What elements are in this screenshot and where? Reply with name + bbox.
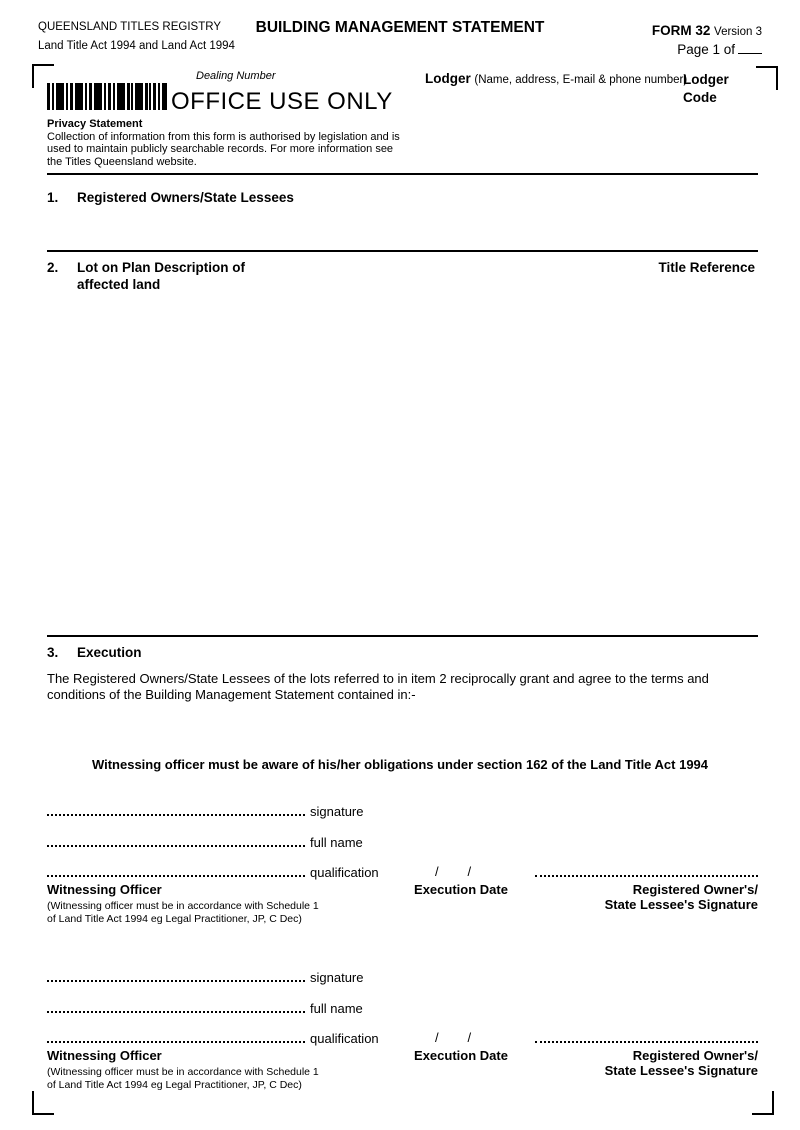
full-name-row xyxy=(47,1000,363,1016)
privacy-statement-text: Collection of information from this form is authorised by legislation and is used to maintain publicly searchable records. For more information see the Titles Queensland website. xyxy=(47,131,400,168)
page-label: Page 1 of xyxy=(677,42,735,57)
signature-row xyxy=(47,803,363,819)
owner-signature-label-line2: State Lessee's Signature xyxy=(604,1063,758,1078)
office-use-only-stamp: OFFICE USE ONLY xyxy=(171,88,393,115)
form-number-line xyxy=(652,23,762,38)
owner-signature-dotted-line xyxy=(535,864,758,877)
full-name-dotted-line xyxy=(47,1000,305,1013)
execution-date-label: Execution Date xyxy=(414,882,508,897)
section-3-heading: Execution xyxy=(77,645,142,660)
lodger-code-label: Lodger Code xyxy=(683,72,729,105)
qualification-label: qualification xyxy=(310,1031,379,1046)
form-version: Version 3 xyxy=(714,26,762,38)
lodger-hint: (Name, address, E-mail & phone number) xyxy=(474,74,688,86)
witnessing-officer-note-line2: of Land Title Act 1994 eg Legal Practitioner, JP, C Dec) xyxy=(47,1079,302,1091)
section-2-heading-line2: affected land xyxy=(77,277,161,292)
section-2-number: 2. xyxy=(47,260,59,275)
full-name-label: full name xyxy=(310,835,363,850)
owners-blank-area xyxy=(47,210,758,245)
qualification-dotted-line xyxy=(47,1030,305,1043)
acts-line: Land Title Act 1994 and Land Act 1994 xyxy=(38,40,235,52)
registry-name: QUEENSLAND TITLES REGISTRY xyxy=(38,21,221,33)
signature-label: signature xyxy=(310,970,364,985)
full-name-dotted-line xyxy=(47,834,305,847)
qualification-row xyxy=(47,864,379,880)
witnessing-officer-note-line2: of Land Title Act 1994 eg Legal Practitioner, JP, C Dec) xyxy=(47,913,302,925)
section-1-number: 1. xyxy=(47,190,59,205)
execution-date-slashes: / / xyxy=(435,1030,472,1045)
section-2-heading-line1: Lot on Plan Description of xyxy=(77,260,245,275)
corner-mark-top-right xyxy=(756,66,778,90)
form-number: FORM 32 xyxy=(651,23,711,38)
page-number-line xyxy=(677,41,762,57)
signature-row xyxy=(47,969,363,985)
witnessing-officer-label: Witnessing Officer xyxy=(47,1048,162,1063)
owner-signature-label-line1: Registered Owner's/ xyxy=(632,1048,758,1063)
section-divider-2 xyxy=(47,250,758,252)
section-3-number: 3. xyxy=(47,645,59,660)
witnessing-obligation-note: Witnessing officer must be aware of his/her obligations under section 162 of the Land Title Act 1994 xyxy=(91,757,709,772)
form-title: BUILDING MANAGEMENT STATEMENT xyxy=(255,19,545,36)
lodger-heading xyxy=(425,71,687,86)
section-1-heading: Registered Owners/State Lessees xyxy=(77,190,294,205)
execution-date-slashes: / / xyxy=(435,864,472,879)
execution-paragraph: The Registered Owners/State Lessees of the lots referred to in item 2 reciprocally grant and agree to the terms and conditions of the Building Management Statement contained in:- xyxy=(47,671,709,702)
full-name-label: full name xyxy=(310,1001,363,1016)
section-divider-1 xyxy=(47,173,758,175)
lodger-details-blank-area xyxy=(425,95,665,165)
qualification-label: qualification xyxy=(310,865,379,880)
privacy-statement-heading: Privacy Statement xyxy=(47,118,143,130)
title-reference-label: Title Reference xyxy=(658,260,755,275)
signature-label: signature xyxy=(310,804,364,819)
qualification-dotted-line xyxy=(47,864,305,877)
witnessing-officer-note-line1: (Witnessing officer must be in accordance with Schedule 1 xyxy=(47,1066,319,1078)
lot-description-blank-area xyxy=(47,300,758,630)
witnessing-officer-note-line1: (Witnessing officer must be in accordance with Schedule 1 xyxy=(47,900,319,912)
lodger-label: Lodger xyxy=(425,71,471,86)
qualification-row xyxy=(47,1030,379,1046)
signature-block-2 xyxy=(47,969,758,1099)
signature-dotted-line xyxy=(47,969,305,982)
page-count-blank xyxy=(738,41,762,54)
signature-block-1 xyxy=(47,803,758,933)
dealing-number-label: Dealing Number xyxy=(196,70,276,82)
signature-dotted-line xyxy=(47,803,305,816)
section-divider-3 xyxy=(47,635,758,637)
owner-signature-label-line1: Registered Owner's/ xyxy=(632,882,758,897)
full-name-row xyxy=(47,834,363,850)
execution-date-label: Execution Date xyxy=(414,1048,508,1063)
dealing-barcode xyxy=(47,83,167,110)
owner-signature-dotted-line xyxy=(535,1030,758,1043)
owner-signature-label-line2: State Lessee's Signature xyxy=(604,897,758,912)
witnessing-officer-label: Witnessing Officer xyxy=(47,882,162,897)
